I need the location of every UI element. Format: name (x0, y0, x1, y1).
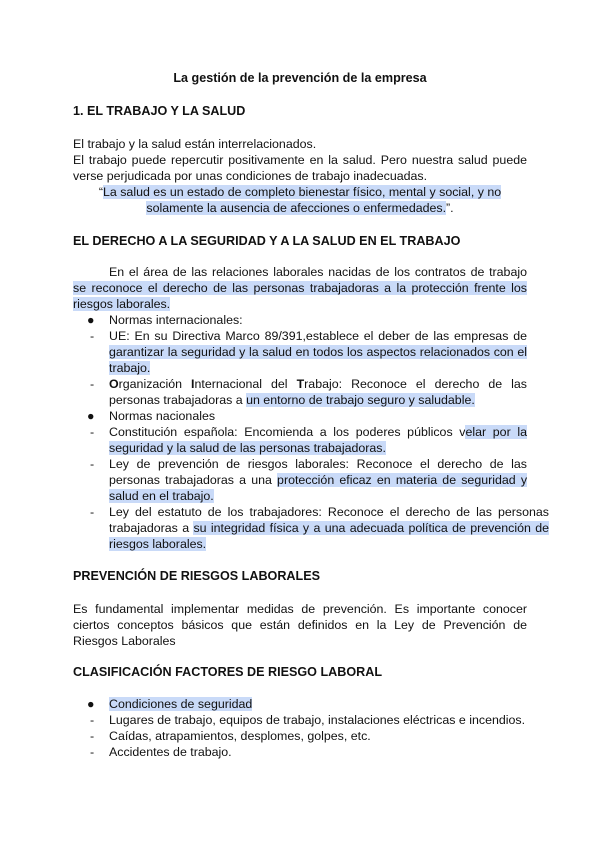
dash-marker: - (90, 745, 95, 759)
paragraph: El trabajo y la salud están interrelacionados. (73, 137, 317, 151)
list-item-text: Caídas, atrapamientos, desplomes, golpes, etc. (109, 729, 371, 743)
list-item (73, 408, 527, 424)
highlighted-quote: La salud es un estado de completo bienestar físico, mental y social, y no solamente la ausencia de afecciones o enfermedades. (103, 185, 502, 215)
bullet-marker: ● (87, 697, 95, 711)
highlighted-text: Condiciones de seguridad (109, 697, 253, 711)
list-item-text: UE: En su Directiva Marco 89/391,establece el deber de las empresas de (109, 329, 527, 343)
list-item (73, 696, 527, 712)
dash-marker: - (90, 329, 95, 343)
bold-initial: O (109, 377, 119, 391)
list-item (73, 728, 527, 744)
paragraph-text: En el área de las relaciones laborales nacidas de los contratos de trabajo (109, 265, 527, 279)
list-item (73, 376, 527, 408)
bullet-marker: ● (87, 409, 95, 423)
list-item-text: Accidentes de trabajo. (109, 745, 232, 759)
list-item (73, 504, 549, 552)
highlighted-text: elar por la seguridad y la salud de las personas trabajadoras. (109, 425, 527, 455)
section-heading-clasificacion: CLASIFICACIÓN FACTORES DE RIESGO LABORAL (73, 665, 383, 679)
highlighted-text: un entorno de trabajo seguro y saludable. (246, 393, 475, 407)
paragraph (73, 264, 527, 312)
bullet-marker: ● (87, 313, 95, 327)
list-item-text: nternacional del (194, 377, 297, 391)
section-body-trabajo-salud (73, 136, 527, 216)
section-body-clasificacion (73, 696, 527, 760)
list-item (73, 424, 527, 456)
dash-marker: - (90, 377, 95, 391)
quote-open-mark: “ (98, 185, 104, 199)
list-item-text: Normas internacionales: (109, 313, 243, 327)
list-item (73, 744, 527, 760)
list-item (73, 456, 527, 504)
section-body-derecho-seguridad (73, 264, 549, 552)
dash-marker: - (90, 713, 95, 727)
dash-marker: - (90, 425, 95, 439)
section-heading-derecho-seguridad: EL DERECHO A LA SEGURIDAD Y A LA SALUD EN EL TRABAJO (73, 234, 461, 248)
section-body-prevencion: Es fundamental implementar medidas de prevención. Es importante conocer ciertos conceptos básicos que están definidos en la Ley de Prevención de Riesgos Laborales (73, 602, 527, 648)
list-item (73, 312, 527, 328)
bold-initial: I (191, 377, 195, 391)
list-item-text: Normas nacionales (109, 409, 216, 423)
dash-marker: - (90, 505, 95, 519)
quote (73, 184, 527, 216)
dash-marker: - (90, 457, 95, 471)
dash-marker: - (90, 729, 95, 743)
highlighted-text: protección eficaz en materia de seguridad y salud en el trabajo. (109, 473, 528, 503)
section-heading-prevencion: PREVENCIÓN DE RIESGOS LABORALES (73, 569, 321, 583)
list-item-text: Ley de prevención de riesgos laborales: Reconoce el derecho de las personas trabajadoras a una (109, 457, 527, 487)
list-item-text: rganización (118, 377, 192, 391)
highlighted-text: garantizar la seguridad y la salud en todos los aspectos relacionados con el trabajo. (109, 345, 527, 375)
document-title: La gestión de la prevención de la empresa (173, 71, 427, 85)
list-item-text: Ley del estatuto de los trabajadores: Reconoce el derecho de las personas trabajadoras a (109, 505, 549, 535)
highlighted-text: su integridad física y a una adecuada política de prevención de riesgos laborales. (109, 521, 549, 551)
paragraph: El trabajo puede repercutir positivamente en la salud. Pero nuestra salud puede verse perjudicada por unas condiciones de trabajo inadecuadas. (73, 153, 527, 183)
bold-initial: T (296, 377, 305, 391)
highlighted-text: se reconoce el derecho de las personas trabajadoras a la protección frente los riesgos laborales. (73, 281, 527, 311)
quote-close-mark: ”. (446, 201, 454, 215)
list-item (73, 328, 527, 376)
list-item-text: Lugares de trabajo, equipos de trabajo, instalaciones eléctricas e incendios. (109, 713, 526, 727)
list-item (73, 712, 527, 728)
section-heading-trabajo-salud: 1. EL TRABAJO Y LA SALUD (73, 104, 246, 118)
list-item-text: Constitución española: Encomienda a los poderes públicos v (109, 425, 466, 439)
list-item-text: rabajo: Reconoce el derecho de las personas trabajadoras a (109, 377, 528, 407)
